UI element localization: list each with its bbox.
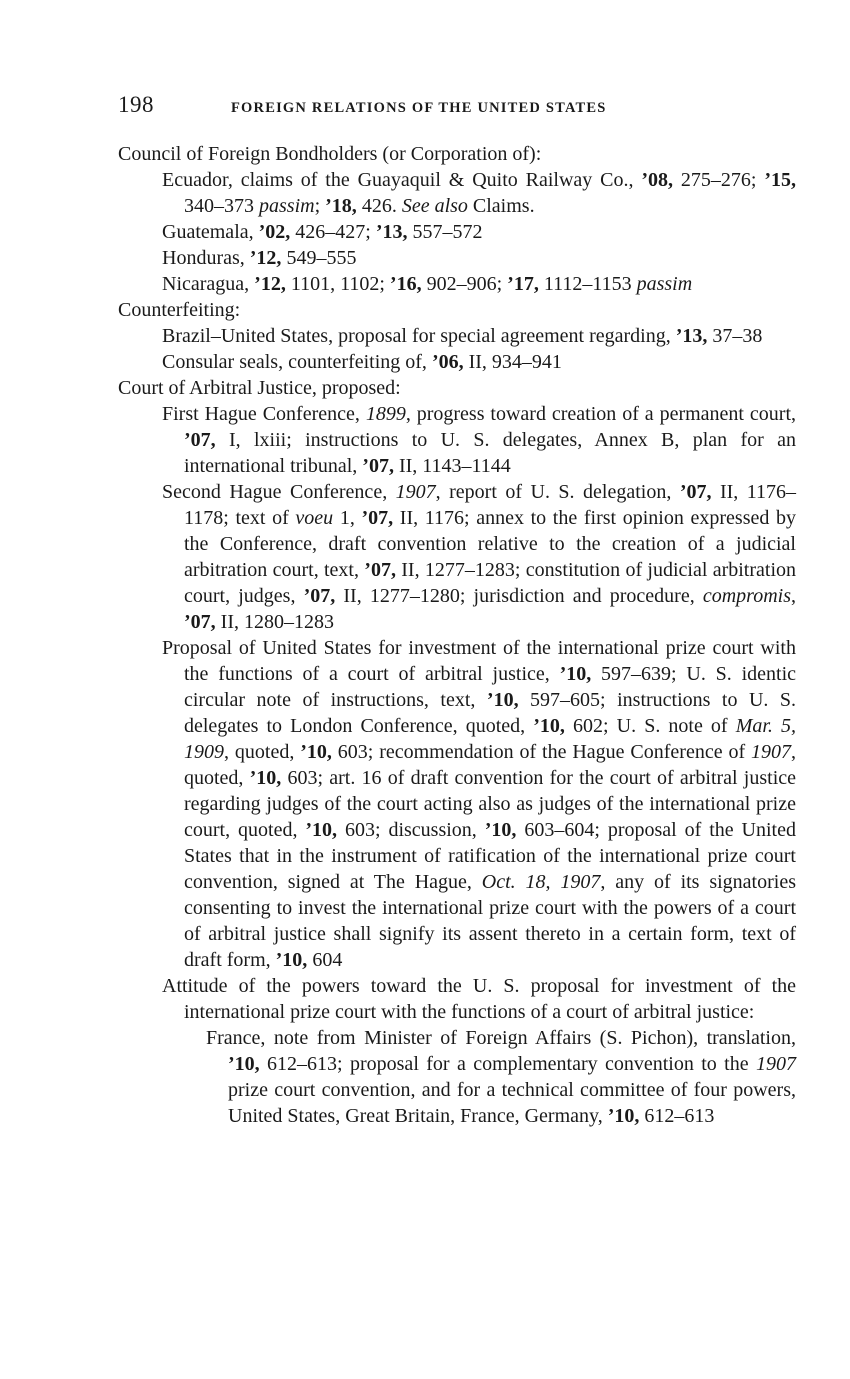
entry-text-run: 902–906; (421, 273, 508, 295)
entry-text-run: , any of its signatories consenting to invest the international prize court with the powers of a court of arbitral justice shall signify its assent thereto in a certain form, text of draft form, (184, 871, 796, 971)
entry-text-run: ’13, (675, 325, 708, 347)
entry-text-run: 557–572 (407, 221, 483, 243)
entry-text-run: , quoted, (224, 741, 301, 763)
entry-text-run: ’07, (184, 611, 216, 633)
entry-text-run: , (791, 585, 796, 607)
entry-text-run: II, 1176–1178; text of (184, 481, 797, 529)
entry-text-run: ’15, (764, 169, 796, 191)
entry-text-run: 1112–1153 (538, 273, 637, 295)
entry-text-run: 603; recommendation of the Hague Conference of (331, 741, 751, 763)
entry-council-of-foreign-bondholders: Council of Foreign Bondholders (or Corporation of): (118, 143, 542, 165)
entry-text-run: 603–604; proposal of the United States that in the instrument of ratification of the international prize court convention, signed at The Hague, (184, 819, 796, 893)
entry-text-run: 37–38 (707, 325, 763, 347)
entry-text-run: 597–605; instructions to U. S. delegates to London Conference, quoted, (184, 689, 797, 737)
entry-text-run: I, lxiii; instructions to U. S. delegates, Annex B, plan for an international tribunal, (184, 429, 796, 477)
entry-text-run: ’08, (641, 169, 674, 191)
entry-text-run: 604 (307, 949, 343, 971)
entry-text-run: ’10, (484, 819, 517, 841)
entry-text-run: ’12, (254, 273, 286, 295)
entry-counterfeiting: Counterfeiting: (118, 299, 241, 321)
entry-text-run: compromis (702, 585, 791, 607)
entry-text-run: II, 1277–1280; jurisdiction and procedure, (335, 585, 703, 607)
entry-text-run: passim (636, 273, 693, 295)
entry-text-run: Second Hague Conference, (162, 481, 396, 503)
entry-text-run: ’10, (305, 819, 338, 841)
entry-text-run: 426. (356, 195, 402, 217)
entry-text-run: ’12, (249, 247, 282, 269)
entry-court-of-arbitral-justice: Court of Arbitral Justice, proposed: (118, 377, 401, 399)
entry-text-run: ’16, (389, 273, 422, 295)
entry-text-run: France, note from Minister of Foreign Affairs (S. Pichon), translation, (206, 1027, 796, 1049)
entry-text-run: 1907 (756, 1053, 796, 1075)
entry-text-run: See also (401, 195, 468, 217)
page-header (118, 92, 798, 124)
entry-text-run: 340–373 (184, 195, 259, 217)
entry-text-run: 426–427; (290, 221, 376, 243)
entry-text-run: ’13, (375, 221, 408, 243)
entry-text-run: ’10, (486, 689, 519, 711)
entry-text-run: ’06, (431, 351, 464, 373)
entry-text-run: 275–276; (673, 169, 765, 191)
entry-text-run: Guatemala, (162, 221, 259, 243)
entry-text-run: ’07, (362, 455, 394, 477)
entry-text-run: prize court convention, and for a technical committee of four powers, United States, Great Britain, France, Germany, (228, 1079, 796, 1127)
entry-text-run: 612–613; proposal for a complementary convention to the (259, 1053, 756, 1075)
entry-text-run: ’10, (249, 767, 282, 789)
page-number: 198 (118, 92, 154, 117)
entry-text-run: , quoted, (184, 741, 796, 789)
entry-text-run: 612–613 (639, 1105, 715, 1127)
entry-text-run: Honduras, (162, 247, 250, 269)
entry-text-run: Consular seals, counterfeiting of, (162, 351, 432, 373)
entry-text-run: ’07, (361, 507, 394, 529)
entry-text-run: ’07, (184, 429, 216, 451)
entry-text-run: ’10, (607, 1105, 640, 1127)
entry-text-run: ’07, (679, 481, 712, 503)
entry-text-run: passim (259, 195, 315, 217)
entry-text-run: ’10, (559, 663, 592, 685)
entry-text-run: Nicaragua, (162, 273, 255, 295)
entry-consular-seals (118, 349, 796, 375)
entry-text-run: II, 1176; annex to the first opinion expressed by the Conference, draft convention relative to the creation of a judicial arbitration court, text, (184, 507, 797, 581)
entry-text-run: 1, (333, 507, 362, 529)
entry-text-run: II, 1277–1283; constitution of judicial arbitration court, judges, (184, 559, 796, 607)
entry-guatemala (118, 219, 796, 245)
entry-proposal-of-united-states (118, 635, 796, 973)
entry-text-run: ’10, (228, 1053, 260, 1075)
entry-text-run: ’02, (258, 221, 291, 243)
running-title: FOREIGN RELATIONS OF THE UNITED STATES (231, 100, 607, 116)
entry-text-run: ’07, (364, 559, 396, 581)
entry-text-run: ’18, (325, 195, 357, 217)
entry-second-hague-conference (118, 479, 796, 635)
entry-nicaragua (118, 271, 796, 297)
entry-first-hague-conference (118, 401, 796, 479)
entry-text-run: , progress toward creation of a permanent court, (405, 403, 796, 425)
entry-text-run: ’07, (303, 585, 336, 607)
entry-text-run: II, 1280–1283 (215, 611, 334, 633)
entry-text-run: 597–639; U. S. identic circular note of instructions, text, (184, 663, 797, 711)
entry-text-run: 1907 (751, 741, 791, 763)
entry-text-run: ; (314, 195, 326, 217)
entry-text-run: ’17, (507, 273, 539, 295)
entry-brazil-united-states (118, 323, 796, 349)
entry-text-run: 1907 (395, 481, 436, 503)
entry-honduras (118, 245, 796, 271)
entry-text-run: Oct. 18, 1907 (481, 871, 601, 893)
entry-text-run: 1899 (365, 403, 406, 425)
index-entries (118, 141, 796, 1129)
entry-text-run: Brazil–United States, proposal for special agreement regarding, (162, 325, 676, 347)
entry-text-run: 549–555 (281, 247, 357, 269)
entry-text-run: Proposal of United States for investment of the international prize court with the functions of a court of arbitral justice, (162, 637, 796, 685)
entry-text-run: II, 1143–1144 (393, 455, 511, 477)
entry-text-run: ’10, (275, 949, 308, 971)
entry-text-run: , report of U. S. delegation, (435, 481, 680, 503)
entry-text-run: Ecuador, claims of the Guayaquil & Quito Railway Co., (162, 169, 642, 191)
entry-attitude-of-the-powers: Attitude of the powers toward the U. S. proposal for investment of the international prize court with the functions of a court of arbitral justice: (162, 975, 796, 1023)
entry-text-run: ’10, (300, 741, 332, 763)
entry-text-run: 603; art. 16 of draft convention for the court of arbitral justice regarding judges of the court acting also as judges of the international prize court, quoted, (184, 767, 797, 841)
entry-text-run: Claims. (467, 195, 535, 217)
entry-text-run: ’10, (533, 715, 565, 737)
entry-text-run: First Hague Conference, (162, 403, 366, 425)
entry-text-run: 602; U. S. note of (564, 715, 736, 737)
entry-ecuador (118, 167, 796, 219)
entry-france (118, 1025, 796, 1129)
entry-text-run: II, 934–941 (463, 351, 562, 373)
entry-text-run: Mar. 5, 1909 (184, 715, 797, 763)
entry-text-run: voeu (295, 507, 334, 529)
entry-text-run: 603; discussion, (337, 819, 485, 841)
entry-text-run: 1101, 1102; (285, 273, 390, 295)
